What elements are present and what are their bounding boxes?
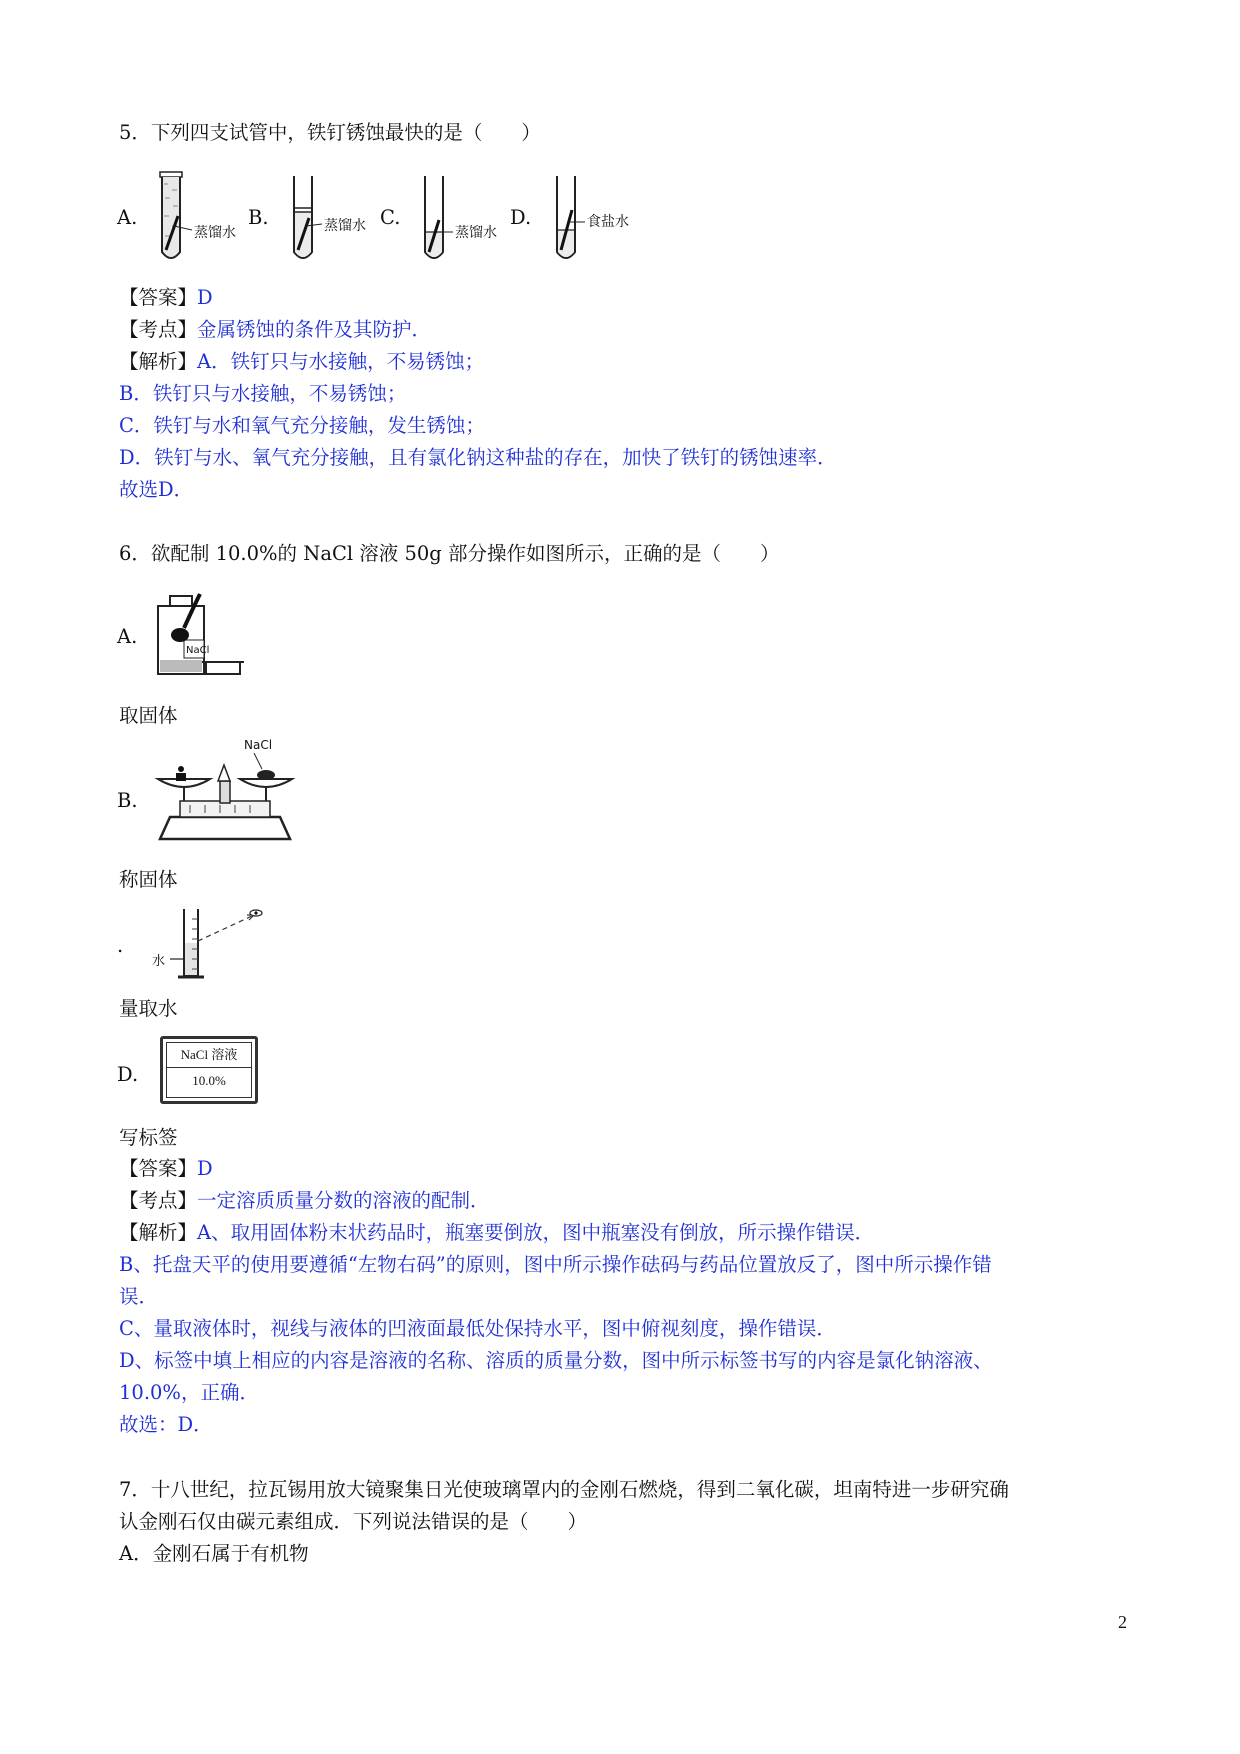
q6-option-d-label-card <box>160 1036 258 1104</box>
q5-tube-a-liquid-label: 蒸馏水 <box>194 225 236 241</box>
answer-tag: 【答案】 <box>119 1157 198 1180</box>
q5-option-a-label: A. <box>117 206 138 229</box>
q6-knowledge-point <box>119 1187 490 1215</box>
q5-test-tube-d-figure <box>545 170 635 270</box>
analysis-tag: 【解析】 <box>119 1221 198 1244</box>
point-tag: 【考点】 <box>119 318 198 341</box>
q6-option-a-figure <box>150 588 250 678</box>
q6-b-top-label: NaCl <box>244 738 273 752</box>
q5-analysis-line-2: B．铁钉只与水接触，不易锈蚀； <box>119 382 407 405</box>
q6-analysis-line-2: B、托盘天平的使用要遵循“左物右码”的原则，图中所示操作砝码与药品位置放反了，图中所示操作错 <box>119 1253 992 1276</box>
q6-analysis-line-1 <box>119 1219 874 1247</box>
q5-tube-c-liquid-label: 蒸馏水 <box>455 225 497 241</box>
q6-analysis-line-7: 故选：D． <box>119 1413 213 1436</box>
point-text: 一定溶质质量分数的溶液的配制． <box>197 1189 490 1212</box>
q5-test-tube-c-figure <box>413 170 503 270</box>
q5-analysis-line-1 <box>119 348 484 376</box>
q6-d-card-line-2: 10.0% <box>192 1073 226 1088</box>
q6-answer <box>119 1155 213 1183</box>
q6-stem: 6．欲配制 10.0%的 NaCl 溶液 50g 部分操作如图所示，正确的是（ ） <box>119 542 780 565</box>
q7-stem-line-2: 认金刚石仅由碳元素组成．下列说法错误的是（ ） <box>119 1510 588 1533</box>
q6-option-b-label: B. <box>117 789 138 812</box>
q6-option-d-label: D. <box>117 1063 139 1086</box>
analysis-text: A．铁钉只与水接触，不易锈蚀； <box>197 350 485 373</box>
q5-option-c-label: C. <box>380 206 401 229</box>
q6-option-a-caption: 取固体 <box>119 704 178 727</box>
point-tag: 【考点】 <box>119 1189 198 1212</box>
q7-option-a: A．金刚石属于有机物 <box>119 1542 309 1565</box>
q6-option-b-figure <box>150 735 300 845</box>
q5-knowledge-point <box>119 316 431 344</box>
analysis-text: A、取用固体粉末状药品时，瓶塞要倒放，图中瓶塞没有倒放，所示操作错误． <box>197 1221 875 1244</box>
q6-option-c-label: . <box>117 934 124 957</box>
answer-value: D <box>197 286 213 309</box>
q6-option-c-figure <box>150 905 270 985</box>
q6-a-bottle-label: NaCl <box>186 645 210 656</box>
q6-option-b-caption: 称固体 <box>119 868 178 891</box>
q5-analysis-line-3: C．铁钉与水和氧气充分接触，发生锈蚀； <box>119 414 485 437</box>
page-number: 2 <box>1118 1612 1127 1632</box>
q5-stem: 5．下列四支试管中，铁钉锈蚀最快的是（ ） <box>119 121 541 144</box>
q5-test-tube-a-figure <box>150 170 240 270</box>
q6-option-c-caption: 量取水 <box>119 997 178 1020</box>
q6-analysis-line-5: D、标签中填上相应的内容是溶液的名称、溶质的质量分数，图中所示标签书写的内容是氯化钠溶液、 <box>119 1349 993 1372</box>
q6-c-water-label: 水 <box>152 954 166 969</box>
q5-analysis-line-4: D．铁钉与水、氧气充分接触，且有氯化钠这种盐的存在，加快了铁钉的锈蚀速率． <box>119 446 837 469</box>
q5-option-b-label: B. <box>248 206 269 229</box>
q6-d-card-line-1: NaCl 溶液 <box>167 1043 251 1068</box>
q5-option-d-label: D. <box>510 206 532 229</box>
q5-answer <box>119 284 213 312</box>
q7-stem-line-1: 7．十八世纪，拉瓦锡用放大镜聚集日光使玻璃罩内的金刚石燃烧，得到二氧化碳，坦南特进一步研究确 <box>119 1478 1009 1501</box>
point-text: 金属锈蚀的条件及其防护． <box>197 318 432 341</box>
answer-tag: 【答案】 <box>119 286 198 309</box>
q5-test-tube-b-figure <box>282 170 372 270</box>
q6-option-a-label: A. <box>117 625 138 648</box>
q5-tube-d-liquid-label: 食盐水 <box>587 214 629 230</box>
q5-tube-b-liquid-label: 蒸馏水 <box>324 218 366 234</box>
q6-analysis-line-6: 10.0%，正确． <box>119 1381 259 1404</box>
q5-analysis-line-5: 故选D． <box>119 478 194 501</box>
q6-analysis-line-4: C、量取液体时，视线与液体的凹液面最低处保持水平，图中俯视刻度，操作错误． <box>119 1317 836 1340</box>
q6-analysis-line-3: 误． <box>119 1285 159 1308</box>
q6-option-d-caption: 写标签 <box>119 1126 178 1149</box>
answer-value: D <box>197 1157 213 1180</box>
analysis-tag: 【解析】 <box>119 350 198 373</box>
